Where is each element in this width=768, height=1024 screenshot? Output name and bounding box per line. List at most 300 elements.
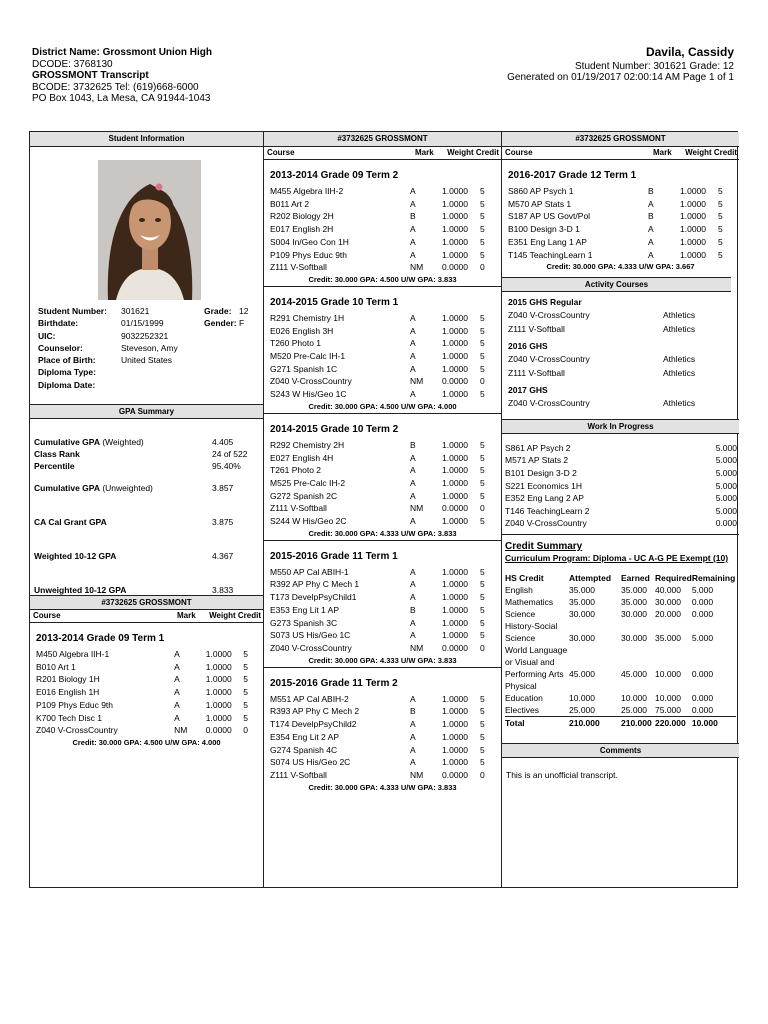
credit-summary-cell: 10.000 [692, 716, 736, 729]
course-mark: A [410, 351, 416, 362]
course-name: R393 AP Phy C Mech 2 [270, 706, 360, 717]
info-row: Student Number: 301621 Grade: 12 [38, 306, 249, 316]
activity-type: Athletics [663, 367, 696, 378]
course-weight: 1.0000 [205, 674, 232, 685]
wip-credit: 5.000 [715, 442, 737, 453]
course-row [264, 337, 501, 350]
term-credit-summary: Credit: 30.000 GPA: 4.333 U/W GPA: 3.833 [264, 655, 501, 668]
credit-summary-cell: 45.000 [621, 668, 647, 679]
course-row [264, 566, 501, 579]
gpa-row: Class Rank 24 of 522 [34, 449, 248, 459]
column-summary [502, 132, 739, 887]
course-mark: A [410, 224, 416, 235]
course-name: Z111 V-Softball [270, 503, 327, 514]
school-bar: #3732625 GROSSMONT [264, 132, 501, 147]
course-weight: 1.0000 [442, 592, 468, 603]
course-weight: 0.0000 [442, 376, 468, 387]
wip-row [502, 517, 739, 530]
course-weight: 1.0000 [442, 439, 468, 450]
course-name: M520 Pre-Calc IH-1 [270, 351, 346, 362]
activity-year: 2016 GHS [508, 341, 548, 352]
course-credit: 5 [480, 477, 485, 488]
activity-type: Athletics [663, 323, 696, 334]
dcode: DCODE: 3768130 [32, 58, 113, 70]
course-mark: A [410, 186, 416, 196]
gpa-row: Cumulative GPA (Weighted) 4.405 [34, 437, 234, 447]
course-mark: A [174, 649, 180, 659]
course-weight: 0.0000 [442, 642, 468, 653]
info-row: UIC: 9032252321 [38, 330, 169, 341]
course-weight: 1.0000 [205, 687, 232, 698]
course-credit: 5 [480, 439, 485, 450]
course-row [264, 210, 501, 223]
course-mark: A [174, 699, 180, 710]
course-weight: 1.0000 [442, 566, 468, 577]
course-credit: 5 [718, 198, 723, 209]
course-row [264, 591, 501, 604]
term-courses [264, 693, 501, 782]
course-mark: B [410, 604, 416, 615]
course-row [264, 705, 501, 718]
course-name: E026 English 3H [270, 325, 334, 336]
credit-summary-header-cell: HS Credit [505, 572, 544, 583]
course-weight: 1.0000 [442, 312, 468, 323]
course-mark: A [410, 579, 416, 590]
course-mark: A [410, 630, 416, 641]
course-credit: 5 [480, 465, 485, 476]
course-weight: 1.0000 [442, 211, 468, 222]
wip-course: T146 TeachingLearn 2 [505, 505, 590, 516]
activity-course: Z111 V-Softball [508, 323, 565, 334]
course-mark: A [410, 719, 416, 730]
course-mark: A [410, 198, 416, 209]
credit-summary-cell: World Language or Visual and Performing Arts [505, 644, 568, 679]
credit-summary-row [505, 596, 736, 608]
course-mark: A [648, 249, 654, 260]
course-name: S187 AP US Govt/Pol [508, 211, 591, 222]
credit-summary-cell: 5.000 [691, 632, 714, 643]
course-mark: A [410, 757, 416, 768]
district-header [32, 47, 212, 105]
credit-summary-cell: 35.000 [655, 632, 681, 643]
credit-summary-cell: 0.000 [691, 596, 714, 607]
course-row [264, 578, 501, 591]
course-row [30, 712, 263, 725]
course-name: S243 W His/Geo 1C [270, 389, 347, 400]
credit-summary-header-row [505, 573, 736, 584]
course-weight: 0.0000 [442, 503, 468, 514]
course-mark: NM [410, 769, 424, 780]
course-mark: A [648, 236, 654, 247]
course-name: R292 Chemistry 2H [270, 439, 345, 450]
course-mark: A [174, 674, 180, 685]
course-weight: 1.0000 [442, 579, 468, 590]
activity-course: Z040 V-CrossCountry [508, 310, 590, 321]
student-header [507, 47, 734, 84]
course-credit: 5 [480, 389, 485, 400]
student-photo [98, 160, 201, 300]
course-credit: 5 [480, 706, 485, 717]
course-row [264, 388, 501, 401]
course-mark: NM [410, 642, 424, 653]
info-row: Place of Birth: United States [38, 355, 173, 366]
course-name: G274 Spanish 4C [270, 744, 338, 755]
info-row: Diploma Date: [38, 379, 96, 390]
course-name: R201 Biology 1H [36, 674, 100, 685]
activity-row [502, 367, 739, 381]
info-row: Birthdate: 01/15/1999 Gender: F [38, 318, 245, 329]
course-credit: 5 [480, 579, 485, 590]
course-row [264, 464, 501, 477]
credit-summary-cell: 25.000 [569, 704, 595, 715]
activity-row [502, 309, 739, 323]
course-mark: A [410, 325, 416, 336]
course-name: T260 Photo 1 [270, 338, 322, 349]
course-row [502, 198, 739, 211]
wip-credit: 5.000 [715, 455, 737, 466]
school-bar: #3732625 GROSSMONT [30, 595, 263, 610]
activity-row [502, 353, 739, 367]
credit-summary-cell: 0.000 [691, 704, 714, 715]
course-mark: A [410, 338, 416, 349]
course-weight: 1.0000 [442, 249, 468, 260]
activity-type: Athletics [663, 398, 696, 409]
course-weight: 1.0000 [442, 363, 468, 374]
course-weight: 1.0000 [442, 744, 468, 755]
term-credit-summary: Credit: 30.000 GPA: 4.333 U/W GPA: 3.667 [546, 262, 695, 272]
course-weight: 1.0000 [680, 249, 706, 260]
activity-courses-header: Activity Courses [502, 277, 731, 292]
course-mark: A [410, 363, 416, 374]
course-weight: 1.0000 [205, 649, 232, 659]
course-row [264, 363, 501, 376]
course-name: Z040 V-CrossCountry [36, 725, 118, 736]
term-title: 2013-2014 Grade 09 Term 1 [36, 633, 165, 644]
course-name: P109 Phys Educ 9th [36, 699, 114, 710]
course-credit: 5 [718, 249, 723, 260]
course-row [264, 769, 501, 782]
student-name: Davila, Cassidy [645, 45, 734, 59]
course-name: T173 DevelpPsyChild1 [270, 592, 357, 603]
generated-date: Generated on 01/19/2017 02:00:14 AM Page 1 of 1 [507, 72, 734, 83]
wip-course: M571 AP Stats 2 [505, 455, 569, 466]
course-mark: A [410, 490, 416, 501]
credit-summary-row [505, 680, 736, 704]
gpa-row: Percentile 95.40% [34, 461, 241, 471]
course-credit: 5 [243, 649, 248, 659]
term-courses [264, 312, 501, 401]
course-row [264, 185, 501, 198]
term-title: 2016-2017 Grade 12 Term 1 [508, 170, 637, 181]
course-name: E353 Eng Lit 1 AP [270, 604, 339, 615]
course-mark: A [648, 198, 654, 209]
course-mark: B [410, 706, 416, 717]
course-weight: 1.0000 [442, 186, 468, 196]
term-courses [30, 648, 263, 737]
credit-summary-row [505, 608, 736, 620]
credit-summary-cell: 25.000 [621, 704, 647, 715]
course-row [264, 693, 501, 706]
school-bar: #3732625 GROSSMONT [502, 132, 739, 147]
course-column-header: Course Mark Weight Credit [264, 147, 501, 160]
info-row: Counselor: Steveson, Amy [38, 342, 178, 353]
course-weight: 1.0000 [205, 712, 232, 723]
wip-course: S221 Economics 1H [505, 480, 583, 491]
wip-row [502, 454, 739, 467]
credit-summary-cell: 45.000 [569, 668, 595, 679]
course-row [264, 604, 501, 617]
course-credit: 5 [243, 699, 248, 710]
activity-year: 2017 GHS [508, 385, 548, 396]
course-name: T174 DevelpPsyChild2 [270, 719, 357, 730]
course-name: E354 Eng Lit 2 AP [270, 731, 339, 742]
activity-list [502, 297, 739, 411]
course-name: S004 In/Geo Con 1H [270, 236, 349, 247]
school-transcript-title: GROSSMONT Transcript [32, 70, 149, 81]
course-row [264, 477, 501, 490]
wip-row [502, 480, 739, 493]
course-row [264, 249, 501, 262]
credit-summary-cell: 30.000 [569, 608, 595, 619]
course-name: S074 US His/Geo 2C [270, 757, 351, 768]
course-row [264, 325, 501, 338]
course-mark: B [410, 211, 416, 222]
course-name: G272 Spanish 2C [270, 490, 338, 501]
course-row [264, 617, 501, 630]
course-row [30, 699, 263, 712]
course-name: T145 TeachingLearn 1 [508, 249, 593, 260]
credit-summary-header-cell: Attempted [569, 572, 612, 583]
credit-summary-header-cell: Earned [621, 572, 650, 583]
term-credit-summary: Credit: 30.000 GPA: 4.500 U/W GPA: 4.000 [72, 737, 221, 747]
course-row [264, 756, 501, 769]
course-credit: 5 [480, 630, 485, 641]
course-mark: A [410, 249, 416, 260]
course-name: E016 English 1H [36, 687, 100, 698]
transcript-frame [29, 131, 738, 888]
course-credit: 5 [480, 490, 485, 501]
course-row [264, 629, 501, 642]
course-credit: 5 [243, 661, 248, 672]
course-credit: 5 [480, 338, 485, 349]
gpa-row: Weighted 10-12 GPA 4.367 [34, 551, 234, 561]
term-courses [264, 439, 501, 528]
course-mark: A [410, 312, 416, 323]
course-weight: 1.0000 [442, 325, 468, 336]
course-weight: 1.0000 [442, 465, 468, 476]
course-name: R291 Chemistry 1H [270, 312, 345, 323]
credit-summary-cell: 5.000 [691, 584, 714, 595]
wip-credit: 0.000 [715, 518, 737, 529]
activity-year: 2015 GHS Regular [508, 297, 582, 308]
course-name: E027 English 4H [270, 452, 334, 463]
course-mark: B [410, 439, 416, 450]
course-weight: 1.0000 [442, 490, 468, 501]
course-credit: 5 [480, 566, 485, 577]
course-weight: 1.0000 [442, 224, 468, 235]
course-weight: 1.0000 [442, 731, 468, 742]
column-student [30, 132, 264, 887]
credit-summary-cell: 30.000 [621, 608, 647, 619]
course-credit: 5 [480, 744, 485, 755]
course-credit: 5 [243, 712, 248, 723]
course-mark: A [410, 516, 416, 527]
course-name: P109 Phys Educ 9th [270, 249, 348, 260]
course-credit: 5 [480, 351, 485, 362]
wip-row [502, 467, 739, 480]
gpa-row: Cumulative GPA (Unweighted) 3.857 [34, 483, 234, 493]
course-credit: 5 [480, 312, 485, 323]
course-name: R202 Biology 2H [270, 211, 334, 222]
course-mark: A [410, 389, 416, 400]
credit-summary-row [505, 704, 736, 717]
course-name: M525 Pre-Calc IH-2 [270, 477, 346, 488]
term-credit-summary: Credit: 30.000 GPA: 4.500 U/W GPA: 3.833 [264, 274, 501, 287]
course-row [264, 502, 501, 515]
course-mark: NM [410, 262, 424, 273]
credit-summary-cell: Mathematics [505, 596, 554, 607]
course-column-header: Course Mark Weight Credit [30, 610, 263, 623]
course-name: M570 AP Stats 1 [508, 198, 572, 209]
course-credit: 5 [718, 211, 723, 222]
course-row [502, 210, 739, 223]
course-weight: 0.0000 [205, 725, 232, 736]
wip-row [502, 442, 739, 455]
bcode-phone: BCODE: 3732625 Tel: (619)668-6000 [32, 81, 199, 93]
wip-credit: 5.000 [715, 493, 737, 504]
credit-summary-cell: 10.000 [569, 692, 595, 703]
activity-course: Z040 V-CrossCountry [508, 398, 590, 409]
course-credit: 5 [243, 674, 248, 685]
curriculum-program: Curriculum Program: Diploma - UC A-G PE Exempt (10) [505, 552, 729, 563]
course-row [264, 452, 501, 465]
activity-course: Z111 V-Softball [508, 367, 565, 378]
credit-summary-cell: 210.000 [621, 716, 655, 729]
term-courses [264, 566, 501, 655]
course-mark: A [410, 592, 416, 603]
course-mark: A [174, 687, 180, 698]
credit-summary-cell: 10.000 [655, 692, 681, 703]
course-name: B011 Art 2 [270, 198, 310, 209]
course-name: M450 Algebra IIH-1 [36, 649, 110, 659]
credit-summary-cell: 35.000 [621, 596, 647, 607]
course-credit: 5 [480, 731, 485, 742]
course-mark: NM [174, 725, 188, 736]
course-credit: 5 [480, 198, 485, 209]
course-name: E351 Eng Lang 1 AP [508, 236, 587, 247]
term-credit-summary: Credit: 30.000 GPA: 4.333 U/W GPA: 3.833 [308, 782, 457, 792]
course-row [264, 261, 501, 274]
course-row [264, 718, 501, 731]
gpa-row: Unweighted 10-12 GPA 3.833 [34, 585, 234, 595]
course-name: S860 AP Psych 1 [508, 186, 574, 196]
credit-summary-header-cell: Required [655, 572, 692, 583]
wip-credit: 5.000 [715, 467, 737, 478]
credit-summary-table [505, 573, 736, 729]
course-mark: A [648, 224, 654, 235]
course-credit: 5 [480, 186, 485, 196]
course-row [30, 648, 263, 661]
course-credit: 5 [718, 224, 723, 235]
course-weight: 1.0000 [680, 186, 706, 196]
credit-summary-cell: English [505, 584, 533, 595]
credit-summary-cell: 0.000 [691, 608, 714, 619]
course-credit: 5 [480, 757, 485, 768]
credit-summary-cell: 30.000 [621, 632, 647, 643]
course-name: M550 AP Cal ABIH-1 [270, 566, 349, 577]
term-title: 2013-2014 Grade 09 Term 2 [270, 170, 399, 181]
course-weight: 0.0000 [442, 769, 468, 780]
gpa-row: CA Cal Grant GPA 3.875 [34, 517, 234, 527]
student-info-header: Student Information [30, 132, 263, 147]
course-mark: A [410, 477, 416, 488]
course-credit: 5 [480, 719, 485, 730]
course-credit: 5 [480, 236, 485, 247]
course-name: T261 Photo 2 [270, 465, 322, 476]
course-weight: 1.0000 [442, 236, 468, 247]
course-row [30, 661, 263, 674]
course-weight: 1.0000 [680, 198, 706, 209]
course-credit: 5 [480, 592, 485, 603]
student-info-fields [38, 305, 248, 391]
wip-course: S861 AP Psych 2 [505, 442, 571, 453]
course-mark: B [648, 211, 654, 222]
credit-summary-cell: 0.000 [691, 668, 714, 679]
credit-summary-cell: 40.000 [655, 584, 681, 595]
comments-text: This is an unofficial transcript. [506, 769, 618, 780]
credit-summary-cell: 220.000 [655, 716, 692, 729]
term-credit-summary: Credit: 30.000 GPA: 4.333 U/W GPA: 3.833 [264, 528, 501, 541]
course-weight: 1.0000 [205, 661, 232, 672]
wip-row [502, 492, 739, 505]
course-weight: 1.0000 [442, 198, 468, 209]
course-credit: 0 [243, 725, 248, 736]
course-credit: 5 [480, 211, 485, 222]
course-mark: A [410, 744, 416, 755]
course-weight: 1.0000 [680, 224, 706, 235]
wip-row [502, 505, 739, 518]
work-in-progress-list [502, 442, 739, 530]
course-mark: A [410, 693, 416, 704]
course-row [264, 236, 501, 249]
term-title: 2015-2016 Grade 11 Term 1 [270, 550, 398, 562]
credit-summary-cell: 10.000 [621, 692, 647, 703]
gpa-summary-header: GPA Summary [30, 404, 263, 419]
course-credit: 5 [718, 186, 723, 196]
course-weight: 1.0000 [442, 351, 468, 362]
comments-header: Comments [502, 743, 739, 758]
wip-course: E352 Eng Lang 2 AP [505, 493, 584, 504]
course-weight: 1.0000 [680, 236, 706, 247]
course-credit: 5 [480, 516, 485, 527]
credit-summary-cell: 20.000 [655, 608, 681, 619]
course-name: G273 Spanish 3C [270, 617, 338, 628]
course-credit: 5 [480, 617, 485, 628]
course-mark: B [648, 186, 654, 196]
course-mark: A [410, 617, 416, 628]
course-mark: A [410, 452, 416, 463]
school-address: PO Box 1043, La Mesa, CA 91944-1043 [32, 93, 211, 104]
course-weight: 1.0000 [442, 477, 468, 488]
course-row [30, 686, 263, 699]
course-name: G271 Spanish 1C [270, 363, 338, 374]
course-row [30, 724, 263, 737]
course-name: S073 US His/Geo 1C [270, 630, 351, 641]
course-name: B010 Art 1 [36, 661, 76, 672]
course-mark: A [174, 661, 180, 672]
term-title: 2014-2015 Grade 10 Term 1 [270, 296, 399, 308]
course-mark: A [410, 731, 416, 742]
